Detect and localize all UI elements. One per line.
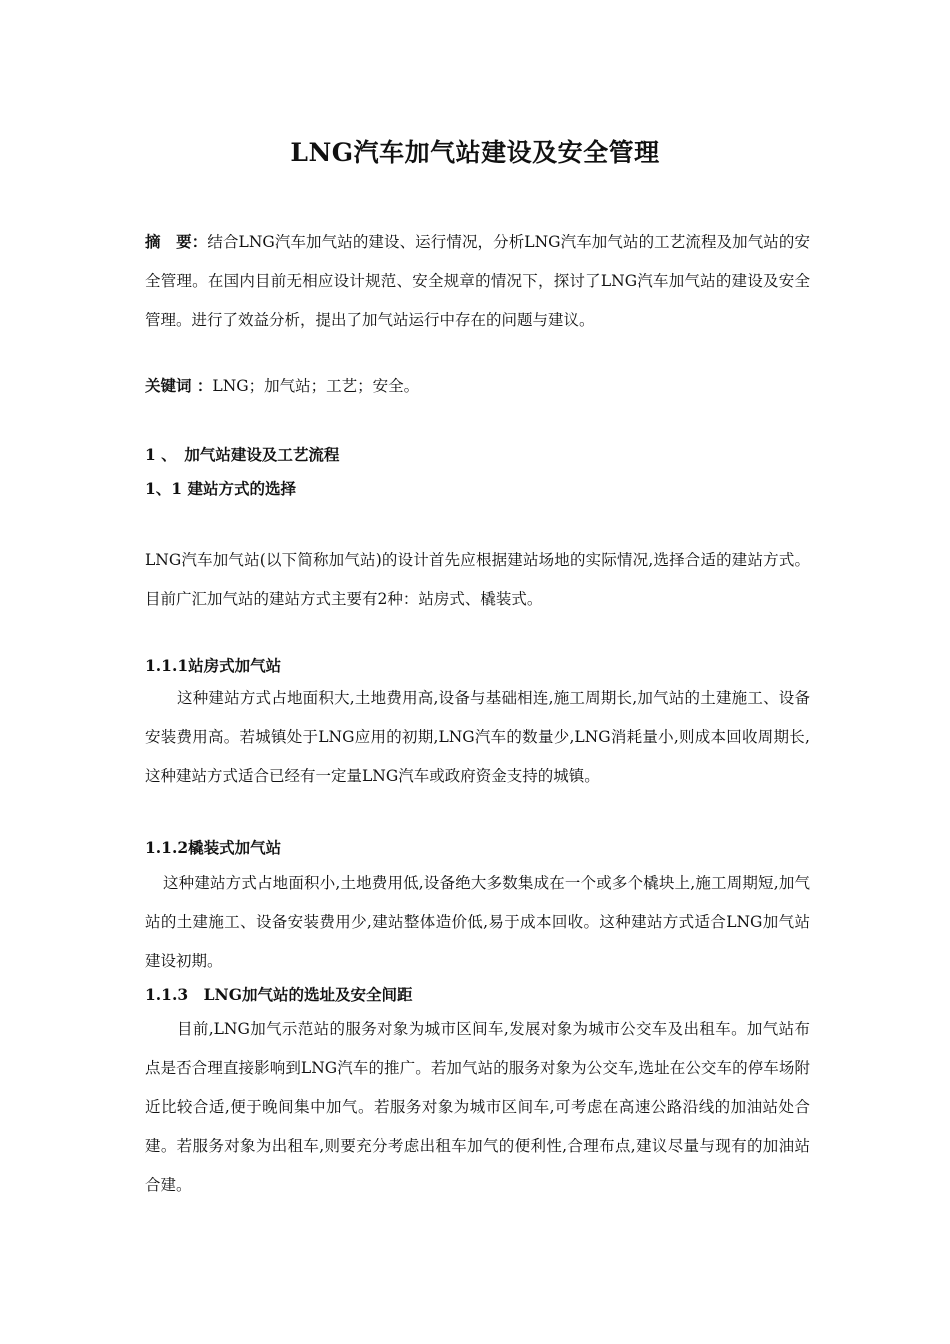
section-1-1-2-heading: 1.1.2橇装式加气站 bbox=[145, 838, 282, 857]
section-1-1-1-paragraph: 这种建站方式占地面积大,土地费用高,设备与基础相连,施工周期长,加气站的土建施工、设备安装费用高。若城镇处于LNG应用的初期,LNG汽车的数量少,LNG消耗量小,则成本回收周期长,这种建站方式适合已经有一定量LNG汽车或政府资金支持的城镇。 bbox=[145, 689, 810, 785]
section-1-1-3-paragraph: 目前,LNG加气示范站的服务对象为城市区间车,发展对象为城市公交车及出租车。加气站布点是否合理直接影响到LNG汽车的推广。若加气站的服务对象为公交车,选址在公交车的停车场附近比较合适,便于晚间集中加气。若服务对象为城市区间车,可考虑在高速公路沿线的加油站处合建。若服务对象为出租车,则要充分考虑出租车加气的便利性,合理布点,建议尽量与现有的加油站合建。 bbox=[145, 1020, 810, 1194]
section-1-1-heading: 1、1 建站方式的选择 bbox=[145, 479, 296, 498]
section-1-heading: 1 、 加气站建设及工艺流程 bbox=[145, 445, 340, 464]
section-1-1-3-heading: 1.1.3 LNG加气站的选址及安全间距 bbox=[145, 985, 413, 1004]
abstract-text: 结合LNG汽车加气站的建设、运行情况，分析LNG汽车加气站的工艺流程及加气站的安全管理。在国内目前无相应设计规范、安全规章的情况下，探讨了LNG汽车加气站的建设及安全管理。进行了效益分析，提出了加气站运行中存在的问题与建议。 bbox=[145, 233, 810, 329]
section-1-1-paragraph: LNG汽车加气站(以下简称加气站)的设计首先应根据建站场地的实际情况,选择合适的建站方式。目前广汇加气站的建站方式主要有2种：站房式、橇装式。 bbox=[145, 551, 810, 608]
document-title: LNG汽车加气站建设及安全管理 bbox=[290, 138, 660, 167]
abstract-label: 摘 要： bbox=[145, 232, 208, 251]
section-1-1-1-heading: 1.1.1站房式加气站 bbox=[145, 656, 282, 675]
keywords-paragraph bbox=[145, 366, 810, 406]
abstract-paragraph bbox=[145, 222, 810, 340]
keywords-label: 关键词 ： bbox=[145, 376, 213, 395]
section-1-1-2-paragraph: 这种建站方式占地面积小,土地费用低,设备绝大多数集成在一个或多个橇块上,施工周期短,加气站的土建施工、设备安装费用少,建站整体造价低,易于成本回收。这种建站方式适合LNG加气站建设初期。 bbox=[145, 874, 810, 970]
keywords-text: LNG；加气站；工艺；安全。 bbox=[212, 377, 420, 395]
